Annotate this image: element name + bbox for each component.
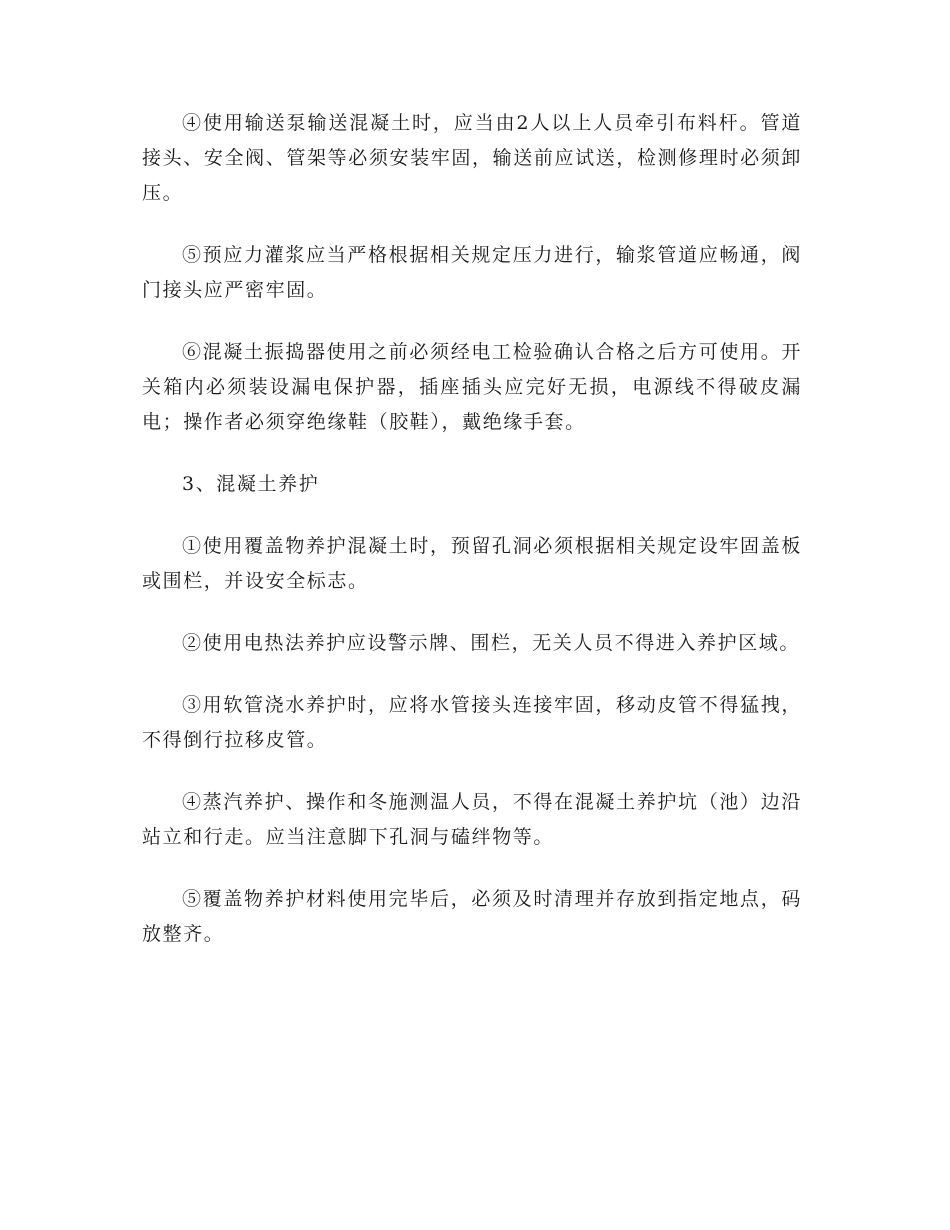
paragraph-electric-curing: ②使用电热法养护应设警示牌、围栏，无关人员不得进入养护区域。 (182, 632, 801, 654)
paragraph-prestress-grouting: ⑤预应力灌浆应当严格根据相关规定压力进行，输浆管道应畅通，阀门接头应严密牢固。 (142, 244, 802, 301)
paragraph-cover-curing: ①使用覆盖物养护混凝土时，预留孔洞必须根据相关规定设牢固盖板或围栏，并设安全标志。 (142, 535, 802, 592)
document-body (142, 106, 802, 979)
paragraph-vibrator-safety: ⑥混凝土振捣器使用之前必须经电工检验确认合格之后方可使用。开关箱内必须装设漏电保护器，插座插头应完好无损，电源线不得破皮漏电；操作者必须穿绝缘鞋（胶鞋），戴绝缘手套。 (142, 341, 802, 433)
paragraph-hose-watering: ③用软管浇水养护时，应将水管接头连接牢固，移动皮管不得猛拽，不得倒行拉移皮管。 (142, 694, 802, 751)
section-heading-curing: 3、混凝土养护 (182, 473, 320, 495)
paragraph-steam-curing: ④蒸汽养护、操作和冬施测温人员，不得在混凝土养护坑（池）边沿站立和行走。应当注意脚下孔洞与磕绊物等。 (142, 791, 802, 848)
paragraph-material-cleanup: ⑤覆盖物养护材料使用完毕后，必须及时清理并存放到指定地点，码放整齐。 (142, 888, 802, 945)
paragraph-pump-conveying: ④使用输送泵输送混凝土时，应当由2人以上人员牵引布料杆。管道接头、安全阀、管架等必须安装牢固，输送前应试送，检测修理时必须卸压。 (142, 112, 802, 204)
